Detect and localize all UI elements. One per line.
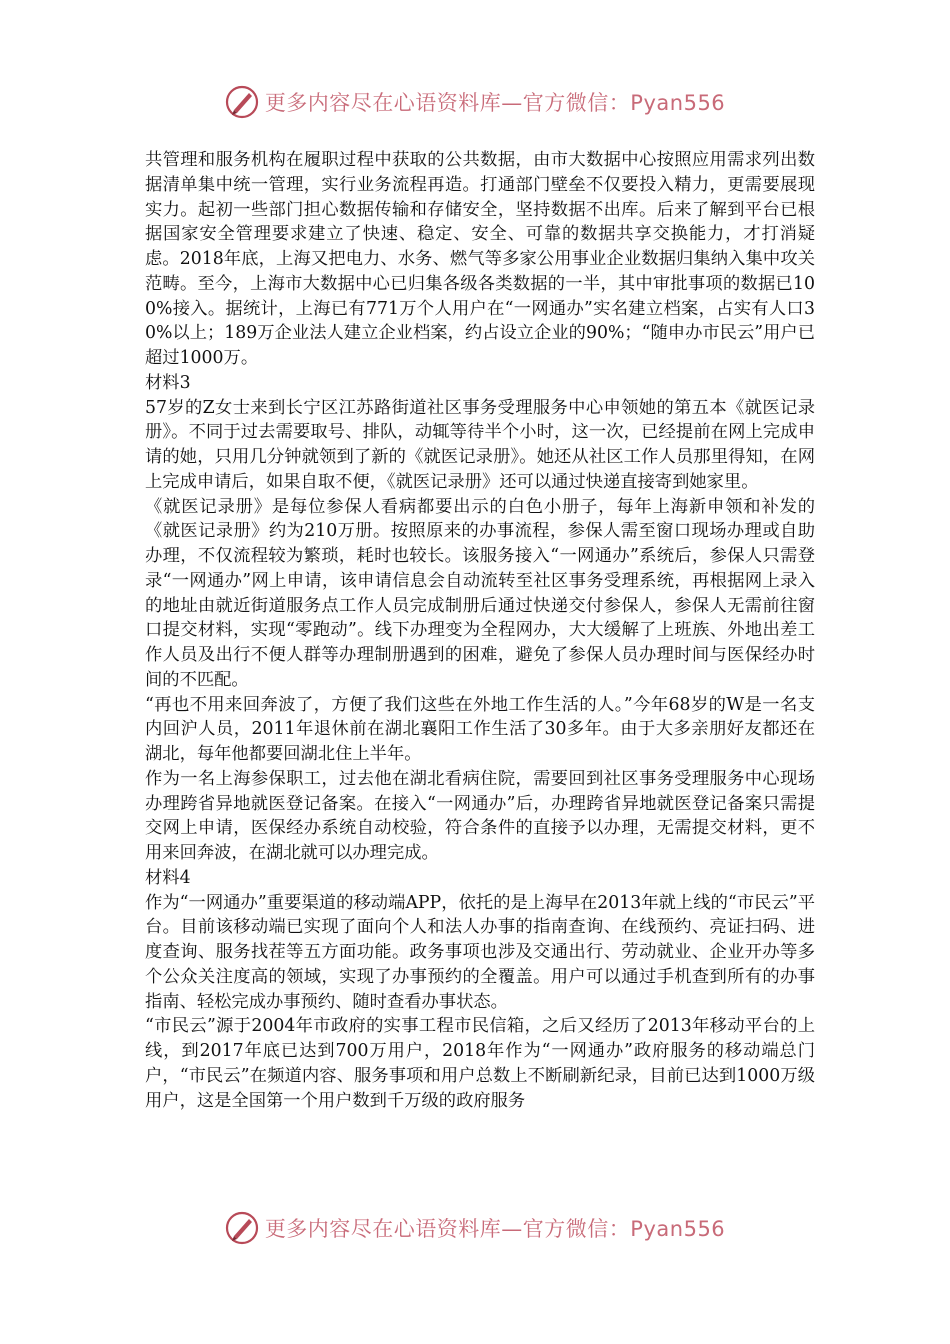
paragraph-2: 57岁的Z女士来到长宁区江苏路街道社区事务受理服务中心申领她的第五本《就医记录册》。不同于过去需要取号、排队，动辄等待半个小时，这一次，已经提前在网上完成申请的她，只用几分钟就领到了新的《就医记录册》。她还从社区工作人员那里得知，在网上完成申请后，如果自取不便，《就医记录册》还可以通过快递直接寄到她家里。 xyxy=(145,397,815,492)
paragraph-3: 《就医记录册》是每位参保人看病都要出示的白色小册子，每年上海新申领和补发的《就医记录册》约为210万册。按照原来的办事流程，参保人需至窗口现场办理或自助办理，不仅流程较为繁琐，耗时也较长。该服务接入“一网通办”系统后，参保人只需登录“一网通办”网上申请，该申请信息会自动流转至社区事务受理系统，再根据网上录入的地址由就近街道服务点工作人员完成制册后通过快递交付参保人，参保人无需前往窗口提交材料，实现“零跑动”。线下办理变为全程网办，大大缓解了上班族、外地出差工作人员及出行不便人群等办理制册遇到的困难，避免了参保人员办理时间与医保经办时间的不匹配。 xyxy=(145,496,815,690)
section-heading-material-4: 材料4 xyxy=(145,867,191,888)
paragraph-4: “再也不用来回奔波了，方便了我们这些在外地工作生活的人。”今年68岁的W是一名支内回沪人员，2011年退休前在湖北襄阳工作生活了30多年。由于大多亲朋好友都还在湖北，每年他都要回湖北住上半年。 xyxy=(145,694,815,764)
section-heading-material-3: 材料3 xyxy=(145,372,191,393)
footer-banner-text: 更多内容尽在心语资料库—官方微信：Pyan556 xyxy=(264,1217,726,1241)
paragraph-7: “市民云”源于2004年市政府的实事工程市民信箱，之后又经历了2013年移动平台的上线，到2017年底已达到700万用户，2018年作为“一网通办”政府服务的移动端总门户，“市民云”在频道内容、服务事项和用户总数上不断刷新纪录，目前已达到1000万级用户，这是全国第一个用户数到千万级的政府服务 xyxy=(145,1016,815,1111)
pen-logo-icon xyxy=(225,85,259,119)
paragraph-1: 共管理和服务机构在履职过程中获取的公共数据，由市大数据中心按照应用需求列出数据清单集中统一管理，实行业务流程再造。打通部门壁垒不仅要投入精力，更需要展现实力。起初一些部门担心数据传输和存储安全，坚持数据不出库。后来了解到平台已根据国家安全管理要求建立了快速、稳定、安全、可靠的数据共享交换能力，才打消疑虑。2018年底，上海又把电力、水务、燃气等多家公用事业企业数据归集纳入集中攻关范畴。至今，上海市大数据中心已归集各级各类数据的一半，其中审批事项的数据已100%接入。据统计，上海已有771万个人用户在“一网通办”实名建立档案，占实有人口30%以上；189万企业法人建立企业档案，约占设立企业的90%；“随申办市民云”用户已超过1000万。 xyxy=(145,150,815,368)
paragraph-6: 作为“一网通办”重要渠道的移动端APP，依托的是上海早在2013年就上线的“市民云”平台。目前该移动端已实现了面向个人和法人办事的指南查询、在线预约、亮证扫码、进度查询、服务找茬等五方面功能。政务事项也涉及交通出行、劳动就业、企业开办等多个公众关注度高的领域，实现了办事预约的全覆盖。用户可以通过手机查到所有的办事指南、轻松完成办事预约、随时查看办事状态。 xyxy=(145,892,815,1012)
footer-banner xyxy=(0,1206,950,1250)
header-banner-text: 更多内容尽在心语资料库—官方微信：Pyan556 xyxy=(264,91,726,115)
document-body xyxy=(145,148,815,1113)
pen-logo-icon xyxy=(225,1211,259,1245)
header-banner xyxy=(0,80,950,124)
paragraph-5: 作为一名上海参保职工，过去他在湖北看病住院，需要回到社区事务受理服务中心现场办理跨省异地就医登记备案。在接入“一网通办”后，办理跨省异地就医登记备案只需提交网上申请，医保经办系统自动校验，符合条件的直接予以办理，无需提交材料，更不用来回奔波，在湖北就可以办理完成。 xyxy=(145,768,815,863)
